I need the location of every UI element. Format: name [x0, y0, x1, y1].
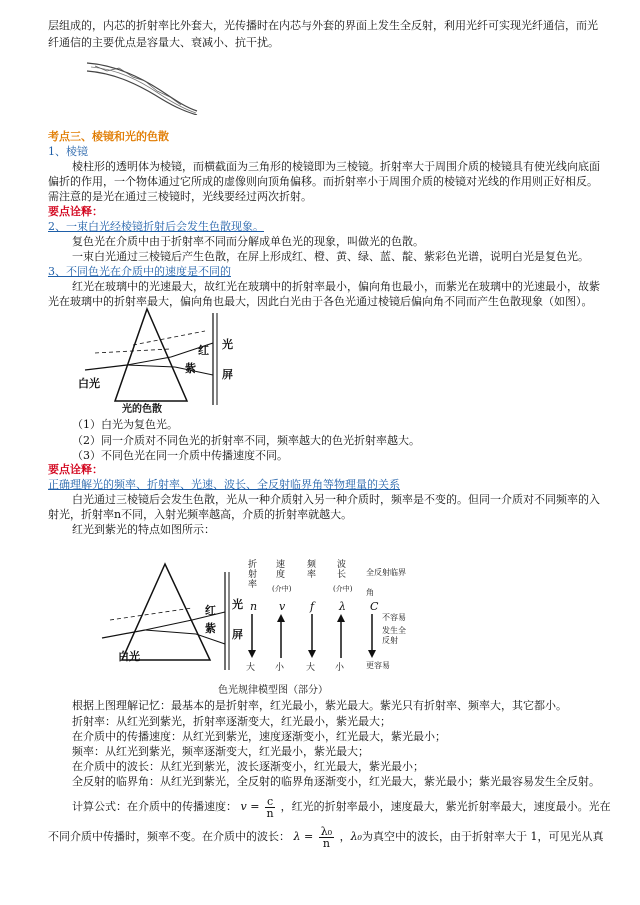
- white-light-label: 白光: [118, 650, 140, 663]
- light-label: 光: [222, 338, 233, 351]
- symbol-f: f: [310, 600, 315, 613]
- screen-label: 屏: [222, 368, 233, 381]
- white-light-label: 白光: [78, 377, 100, 390]
- violet-label: 紫: [205, 622, 216, 635]
- col-sub-medium: (介中): [333, 585, 353, 593]
- bottom-label: 大: [246, 663, 256, 673]
- formula-line-speed: 计算公式：在介质中的传播速度： v = $\frac{c}{n}$ ，红光的折射率最小，速度最大，紫光折射率最大，速度最小。光在: [72, 794, 611, 820]
- heading-speed: 3、不同色光在介质中的速度是不同的: [48, 265, 231, 278]
- col-head-refractive-index: 折射率: [248, 560, 258, 590]
- paragraph-line: 红光在玻璃中的光速最大，故红光在玻璃中的折射率最小，偏向角也最小，而紫光在玻璃中的光速最小，故紫: [72, 280, 600, 293]
- list-item: （1）白光为复色光。: [72, 418, 178, 431]
- trend-arrows: [245, 612, 380, 662]
- bottom-label: 更容易: [366, 661, 390, 670]
- dispersion-figure: [75, 305, 245, 415]
- symbol-c: C: [370, 600, 379, 613]
- paragraph-line: 根据上图理解记忆：最基本的是折射率，红光最小，紫光最大。紫光只有折射率、频率大，其它都小。: [72, 699, 567, 712]
- col-sub-medium: (介中): [272, 585, 292, 593]
- paragraph-line: 在介质中的波长：从红光到紫光，波长逐渐变小，红光最大，紫光最小；: [72, 760, 424, 773]
- screen-label: 屏: [232, 628, 243, 641]
- violet-label: 紫: [185, 362, 196, 375]
- section-title: 考点三、棱镜和光的色散: [48, 130, 169, 143]
- paragraph-line: 在介质中的传播速度：从红光到紫光，速度逐渐变小，红光最大，紫光最小；: [72, 730, 446, 743]
- optical-fiber-figure: [85, 55, 200, 115]
- list-item: （3）不同色光在同一介质中传播速度不同。: [72, 449, 288, 462]
- key-label: 要点诠释：: [48, 463, 103, 476]
- heading-relations: 正确理解光的频率、折射率、光速、波长、全反射临界角等物理量的关系: [48, 478, 400, 491]
- paragraph-line: 棱柱形的透明体为棱镜，而横截面为三角形的棱镜即为三棱镜。折射率大于周围介质的棱镜具有使光线向底面: [72, 160, 600, 173]
- col-head-critical-angle: 全反射临界角: [366, 568, 406, 597]
- bottom-label: 小: [275, 663, 285, 673]
- figure-caption: 光的色散: [122, 404, 162, 415]
- bottom-label: 大: [306, 663, 316, 673]
- paragraph-line: 纤通信的主要优点是容量大、衰减小、抗干扰。: [48, 36, 279, 49]
- paragraph-line: 全反射的临界角：从红光到紫光，全反射的临界角逐渐变小，红光最大，紫光最小；紫光最容易发生全反射。: [72, 775, 600, 788]
- figure-caption: 色光规律模型图（部分）: [218, 685, 328, 696]
- paragraph-line: 复色光在介质中由于折射率不同而分解成单色光的现象，叫做光的色散。: [72, 235, 424, 248]
- mid-label-critical: 发生全反射: [382, 626, 406, 645]
- col-head-wavelength: 波长: [337, 560, 347, 580]
- paragraph-line: 光在玻璃中的折射率最大，偏向角也最大，因此白光由于各色光通过棱镜后偏向角不同而产生色散现象（如图）。: [48, 295, 593, 308]
- col-head-frequency: 频率: [307, 560, 317, 580]
- paragraph-line: 频率：从红光到紫光，频率逐渐变大，红光最小，紫光最大；: [72, 745, 369, 758]
- key-label: 要点诠释：: [48, 205, 103, 218]
- paragraph-line: 一束白光通过三棱镜后产生色散，在屏上形成红、橙、黄、绿、蓝、靛、紫彩色光谱，说明白光是复色光。: [72, 250, 589, 263]
- heading-dispersion: 2、一束白光经棱镜折射后会发生色散现象。: [48, 220, 264, 233]
- paragraph-line: 折射率：从红光到紫光，折射率逐渐变大，红光最小，紫光最大；: [72, 715, 391, 728]
- list-item: （2）同一介质对不同色光的折射率不同，频率越大的色光折射率越大。: [72, 434, 420, 447]
- symbol-lambda: λ: [339, 600, 346, 613]
- symbol-n: n: [250, 600, 258, 613]
- paragraph-line: 红光到紫光的特点如图所示：: [72, 523, 215, 536]
- paragraph-line: 白光通过三棱镜后会发生色散，光从一种介质射入另一种介质时，频率是不变的。但同一介质对不同频率的入: [72, 493, 600, 506]
- formula-line-wavelength: 不同介质中传播时，频率不变。在介质中的波长： λ = $\frac{\text{λ₀}}{n}$ ，λ₀为真空中的波长，由于折射率大于 1，可见光从真: [48, 824, 604, 850]
- top-label-critical: 不容易: [382, 613, 406, 622]
- paragraph-line: 需注意的是光在通过三棱镜时，光线要经过两次折射。: [48, 190, 312, 203]
- heading-prism: 1、棱镜: [48, 145, 88, 158]
- paragraph-line: 偏折的作用，一个物体通过它所成的虚像则向顶角偏移。而折射率小于周围介质的棱镜对光线的作用则正好相反。: [48, 175, 598, 188]
- col-head-speed: 速度: [276, 560, 286, 580]
- red-label: 红: [205, 604, 216, 617]
- light-label: 光: [232, 598, 243, 611]
- paragraph-line: 射光，折射率n不同，入射光频率越高，介质的折射率就越大。: [48, 508, 353, 521]
- bottom-label: 小: [335, 663, 345, 673]
- symbol-v: v: [279, 600, 286, 613]
- paragraph-line: 层组成的，内芯的折射率比外套大，光传播时在内芯与外套的界面上发生全反射，利用光纤可实现光纤通信，而光: [48, 19, 598, 32]
- red-label: 红: [198, 344, 209, 357]
